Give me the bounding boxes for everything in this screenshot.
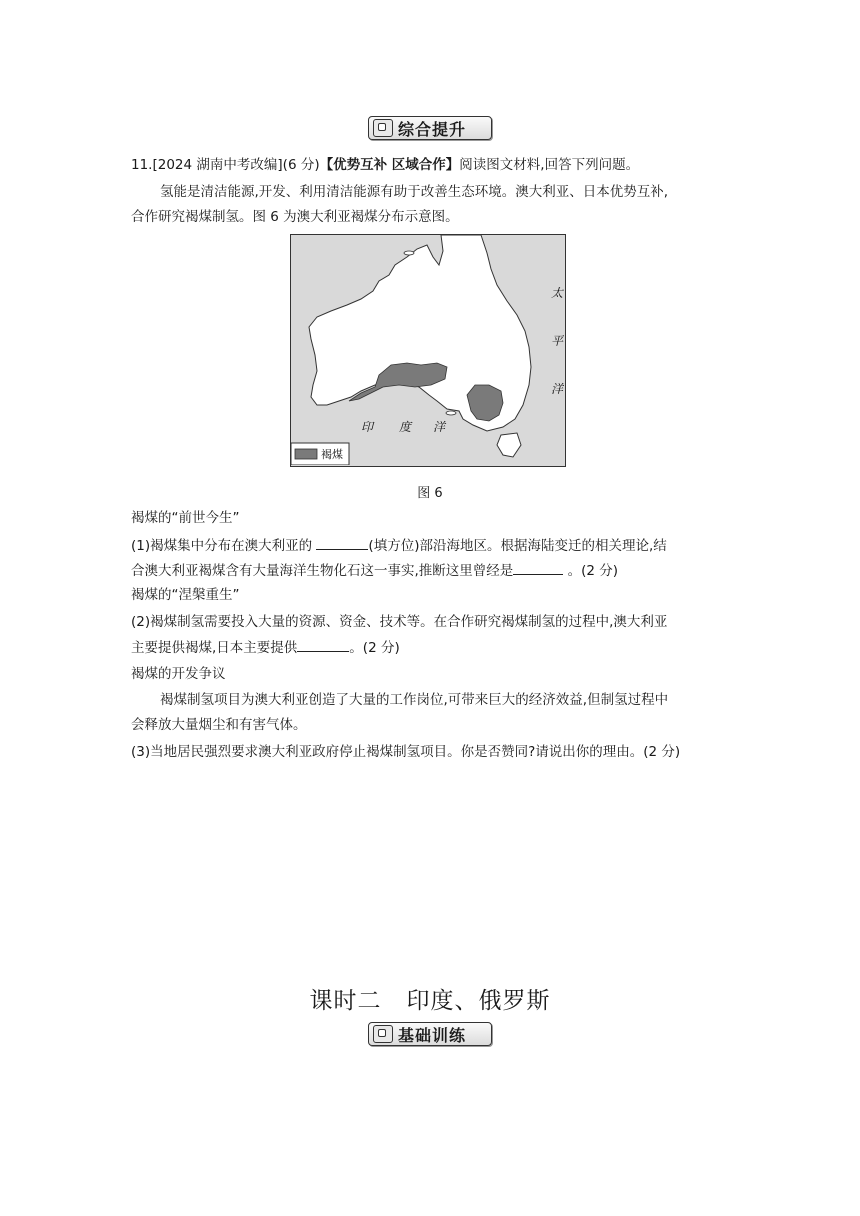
part1-text-a: (1)褐煤集中分布在澳大利亚的 [131,538,317,554]
part3-heading: 褐煤的开发争议 [131,666,226,682]
part1-question-line1 [131,535,667,556]
pacific-label-3: 洋 [551,382,564,396]
book-icon [373,119,393,137]
part2-question-line2 [131,637,400,658]
question-header [131,155,639,175]
part1-question-line2 [131,560,618,581]
question-number: 11. [131,157,153,173]
tasmania [497,433,521,457]
part3-paragraph-line2: 会释放大量烟尘和有害气体。 [131,717,307,733]
part3-question: (3)当地居民强烈要求澳大利亚政府停止褐煤制氢项目。你是否赞同?请说出你的理由。(2 分) [131,744,681,760]
australia-lignite-map [290,234,566,467]
part2-text-b: 。(2 分) [349,640,400,656]
section-badge-label: 综合提升 [398,119,467,139]
question-score: (6 分) [282,157,320,173]
part3-paragraph-line1: 褐煤制氢项目为澳大利亚创造了大量的工作岗位,可带来巨大的经济效益,但制氢过程中 [160,692,669,708]
indian-label-1: 印 [361,420,374,434]
question-source: [2024 湖南中考改编] [152,157,283,173]
answer-blank-japan[interactable] [297,637,349,652]
intro-line-1: 氢能是清洁能源,开发、利用清洁能源有助于改善生态环境。澳大利亚、日本优势互补, [160,184,669,200]
part1-text-c: 合澳大利亚褐煤含有大量海洋生物化石这一事实,推断这里曾经是 [131,563,514,579]
indian-label-2: 度 [399,420,412,434]
part1-text-b: (填方位)部沿海地区。根据海陆变迁的相关理论,结 [368,538,667,554]
part2-heading: 褐煤的“涅槃重生” [131,587,240,603]
island-south [446,411,456,415]
section-badge-comprehensive [368,116,492,140]
part1-text-d: 。(2 分) [563,563,619,579]
figure-caption: 图 6 [417,486,443,501]
island-north [404,251,414,255]
legend-swatch [295,449,317,459]
answer-blank-environment[interactable] [513,560,563,575]
intro-line-2: 合作研究褐煤制氢。图 6 为澳大利亚褐煤分布示意图。 [131,209,459,225]
answer-blank-direction[interactable] [316,535,368,550]
pacific-label-2: 平 [551,334,564,348]
part2-question-line1: (2)褐煤制氢需要投入大量的资源、资金、技术等。在合作研究褐煤制氢的过程中,澳大利亚 [131,614,668,630]
question-instruction: 阅读图文材料,回答下列问题。 [459,157,640,173]
question-tag: 【优势互补 区域合作】 [319,157,460,173]
legend-label: 褐煤 [321,448,343,461]
map-svg [291,235,564,465]
part1-heading: 褐煤的“前世今生” [131,510,240,526]
notebook-icon [373,1025,393,1043]
lesson-title: 课时二 印度、俄罗斯 [309,988,551,1014]
indian-label-3: 洋 [433,420,446,434]
part2-text-a: 主要提供褐煤,日本主要提供 [131,640,298,656]
section-badge-label: 基础训练 [398,1025,467,1045]
section-badge-basic [368,1022,492,1046]
pacific-label-1: 太 [551,286,564,300]
